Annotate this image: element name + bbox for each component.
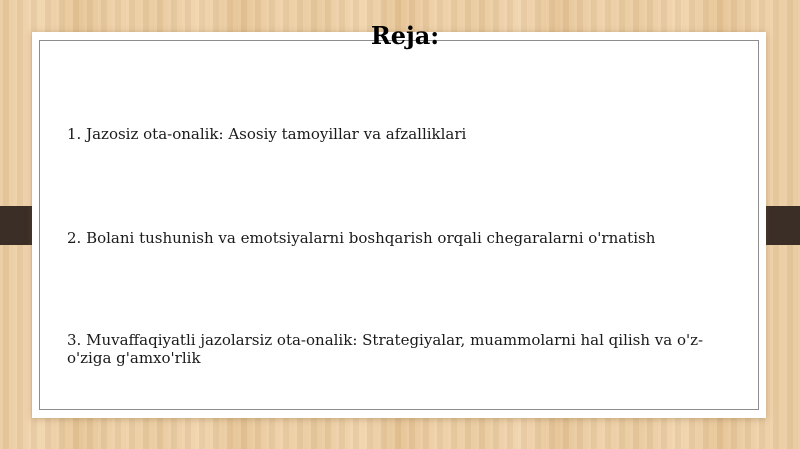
list-item: 1. Jazosiz ota-onalik: Asosiy tamoyillar va afzalliklari	[67, 125, 467, 143]
slide-title: Reja:	[370, 21, 440, 50]
list-item: 3. Muvaffaqiyatli jazolarsiz ota-onalik: Strategiyalar, muammolarni hal qilish va o'z-o'ziga g'amxo'rlik	[67, 331, 704, 367]
list-item: 2. Bolani tushunish va emotsiyalarni boshqarish orqali chegaralarni o'rnatish	[67, 229, 656, 247]
